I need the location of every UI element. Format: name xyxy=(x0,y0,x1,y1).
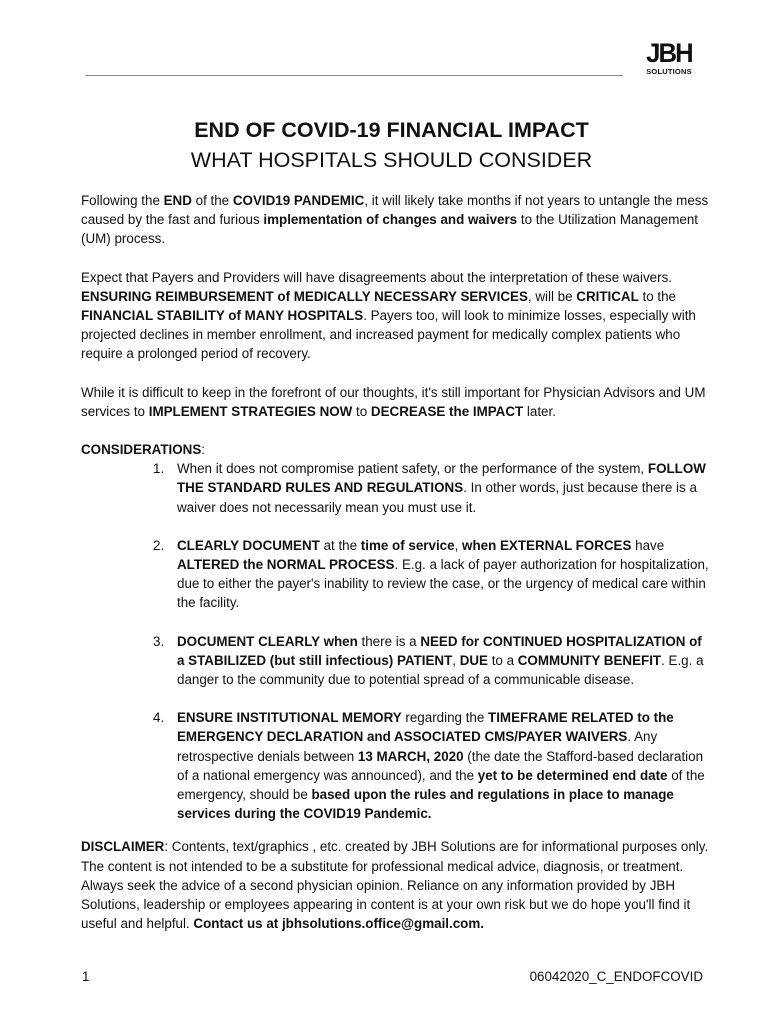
logo-subtext: SOLUTIONS xyxy=(646,67,692,76)
list-item: 4. ENSURE INSTITUTIONAL MEMORY regarding the TIMEFRAME RELATED to the EMERGENCY DECLARATION and ASSOCIATED CMS/PAYER WAIVERS. Any retrospective denials between 13 MARCH, 2020 (the date the Stafford-based declaration of a national emergency was announced), and the yet to be determined end date of the emergency, should be based upon the rules and regulations in place to manage services during the COVID19 Pandemic. xyxy=(153,710,705,822)
jbh-solutions-logo xyxy=(638,40,700,76)
page-number: 1 xyxy=(82,969,90,984)
logo-mark: JBH xyxy=(646,38,692,68)
disclaimer-paragraph: DISCLAIMER: Contents, text/graphics , etc. created by JBH Solutions are for informational purposes only. The content is not intended to be a substitute for professional medical advice, diagnosis, or treatment. Always seek the advice of a second physician opinion. Reliance on any information provided by JBH Solutions, leadership or employees appearing in content is at your own risk but we do hope you'll find it useful and helpful. Contact us at jbhsolutions.office@gmail.com. xyxy=(81,839,709,932)
list-item: 3. DOCUMENT CLEARLY when there is a NEED for CONTINUED HOSPITALIZATION of a STABILIZED (but still infectious) PATIENT, DUE to a COMMUNITY BENEFIT. E.g. a danger to the community due to potential spread of a communicable disease. xyxy=(153,633,704,688)
intro-paragraph: Following the END of the COVID19 PANDEMIC, it will likely take months if not years to untangle the mess caused by the fast and furious implementation of changes and waivers to the Utilization Management (UM) process. xyxy=(81,193,709,247)
considerations-list xyxy=(81,459,709,823)
contact-email: Contact us at jbhsolutions.office@gmail.com. xyxy=(193,916,484,932)
document-subtitle: WHAT HOSPITALS SHOULD CONSIDER xyxy=(190,148,593,172)
header-rule xyxy=(85,75,623,76)
disagreements-paragraph: Expect that Payers and Providers will have disagreements about the interpretation of these waivers. ENSURING REIMBURSEMENT of MEDICALLY NECESSARY SERVICES, will be CRITICAL to the FINANCIAL STABILITY of MANY HOSPITALS. Payers too, will look to minimize losses, especially with projected declines in member enrollment, and increased payment for medically complex patients who require a prolonged period of recovery. xyxy=(81,269,696,362)
document-body xyxy=(81,191,709,934)
list-item: 1. When it does not compromise patient safety, or the performance of the system, FOLLOW THE STANDARD RULES AND REGULATIONS. In other words, just because there is a waiver does not necessarily mean you must use it. xyxy=(153,461,706,515)
list-item: 2. CLEARLY DOCUMENT at the time of service, when EXTERNAL FORCES have ALTERED the NORMAL PROCESS. E.g. a lack of payer authorization for hospitalization, due to either the payer's inability to review the case, or the urgency of medical care within the facility. xyxy=(153,537,709,611)
strategies-paragraph: While it is difficult to keep in the forefront of our thoughts, it's still important for Physician Advisors and UM services to IMPLEMENT STRATEGIES NOW to DECREASE the IMPACT later. xyxy=(81,384,706,419)
document-title: END OF COVID-19 FINANCIAL IMPACT xyxy=(194,118,589,142)
considerations-heading: CONSIDERATIONS: xyxy=(81,442,206,458)
document-code: 06042020_C_ENDOFCOVID xyxy=(529,969,703,984)
